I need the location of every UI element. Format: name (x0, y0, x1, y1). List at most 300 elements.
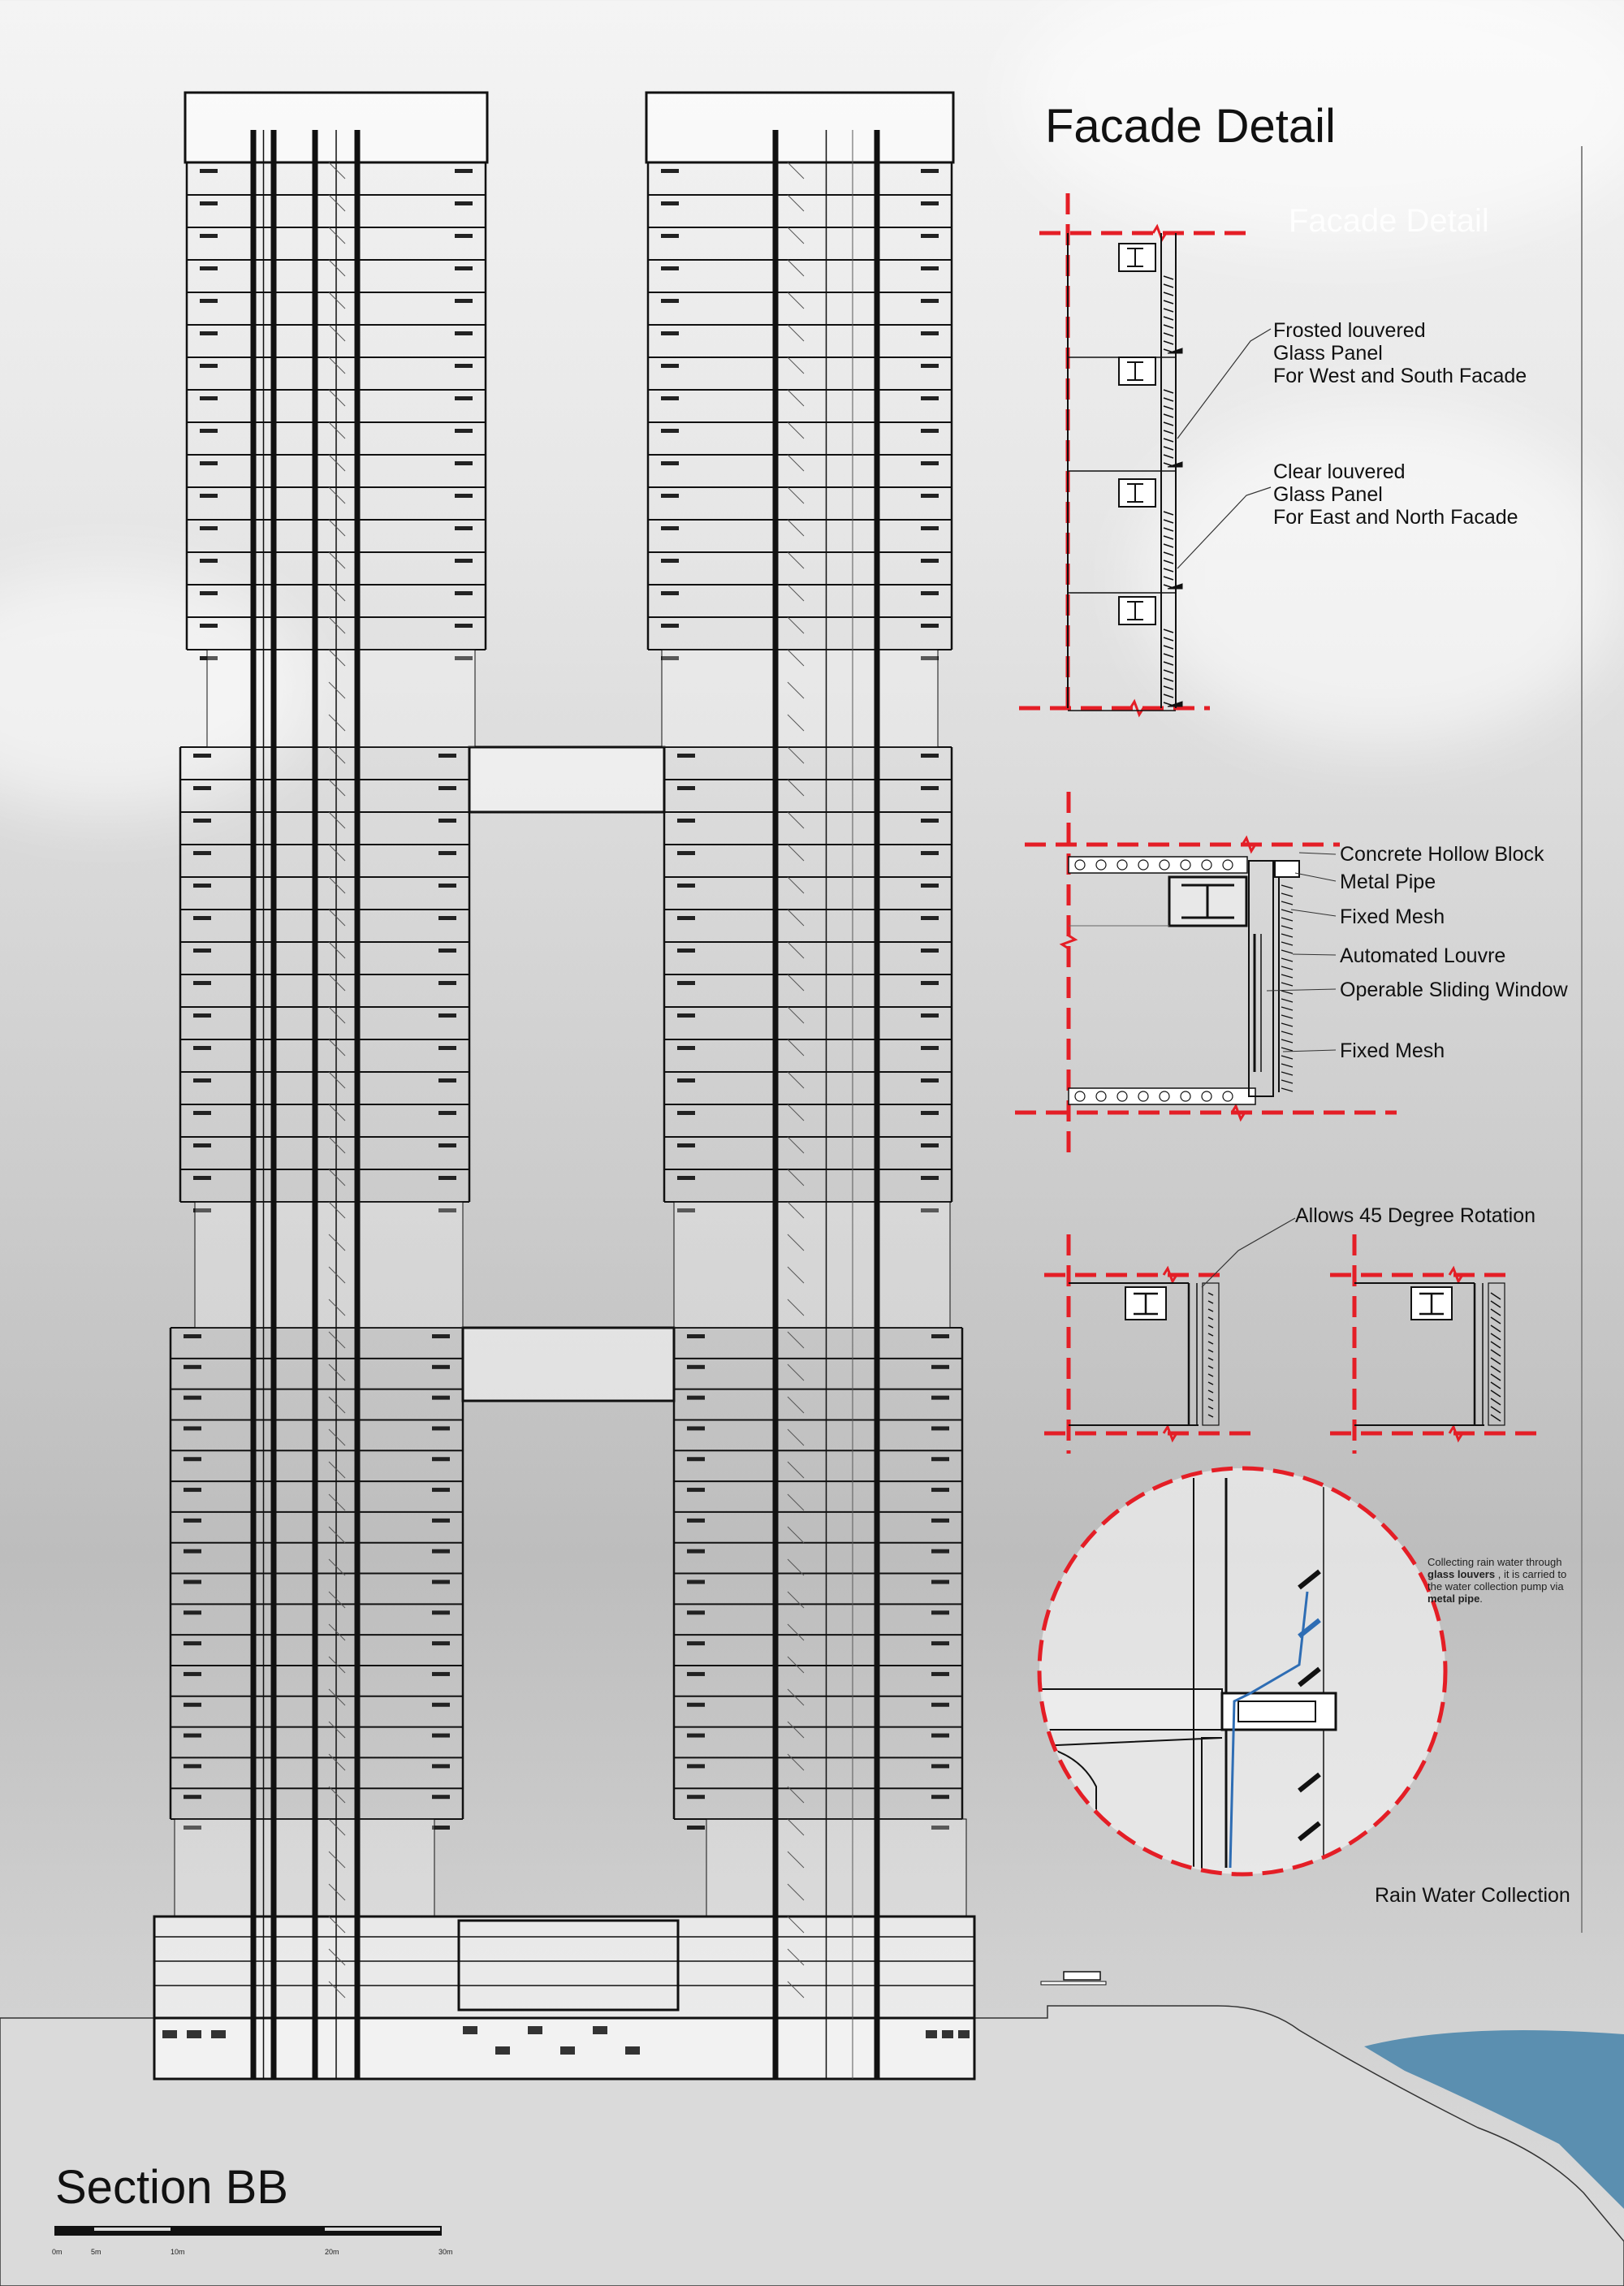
window-mark (432, 1610, 450, 1614)
window-mark (921, 396, 939, 400)
stair-mark (788, 292, 804, 309)
window-mark (200, 364, 218, 368)
window-mark (438, 1143, 456, 1147)
window-mark (687, 1396, 705, 1400)
louver-blade (1164, 406, 1173, 409)
window-mark (438, 981, 456, 985)
stair-mark (329, 942, 345, 958)
louver-blade (1491, 1374, 1501, 1381)
window-mark (455, 591, 473, 595)
window-mark (687, 1764, 705, 1768)
stair-mark (329, 1364, 345, 1381)
window-mark (432, 1764, 450, 1768)
window-mark (921, 916, 939, 920)
louver-blade (1281, 958, 1293, 962)
louver-blade (1491, 1358, 1501, 1364)
label-rotation: Allows 45 Degree Rotation (1295, 1204, 1535, 1227)
window-mark (438, 949, 456, 953)
window-mark (193, 1143, 211, 1147)
window-mark (200, 299, 218, 303)
window-mark (921, 1143, 939, 1147)
stair-mark (788, 260, 804, 276)
stair-mark (329, 487, 345, 503)
stair-mark (329, 325, 345, 341)
window-mark (455, 429, 473, 433)
window-mark (931, 1365, 949, 1369)
window-mark (687, 1580, 705, 1584)
window-mark (931, 1764, 949, 1768)
window-mark (661, 169, 679, 173)
louver-blade (1208, 1325, 1213, 1328)
car-icon (162, 2030, 177, 2038)
louver-blade (1491, 1309, 1501, 1316)
louver-blade (1164, 670, 1173, 673)
louver-blade (1281, 934, 1293, 937)
window-mark (661, 299, 679, 303)
window-mark (661, 624, 679, 628)
window-mark (184, 1703, 201, 1707)
window-mark (921, 559, 939, 563)
window-mark (677, 819, 695, 823)
window-mark (931, 1426, 949, 1430)
louver-blade (1164, 512, 1173, 515)
stair-mark (788, 357, 804, 374)
stair-mark (788, 1039, 804, 1056)
stair-mark (329, 552, 345, 568)
louver-blade (1164, 577, 1173, 580)
stair-mark (788, 390, 804, 406)
window-mark (921, 754, 939, 758)
louver-blade (1208, 1293, 1213, 1295)
window-mark (184, 1764, 201, 1768)
stair-mark (788, 1137, 804, 1153)
window-mark (438, 1078, 456, 1083)
window-mark (200, 331, 218, 335)
window-mark (438, 786, 456, 790)
stair-mark (788, 877, 804, 893)
window-mark (661, 591, 679, 595)
stair-mark (329, 162, 345, 179)
window-mark (200, 266, 218, 270)
louver-blade (1281, 1064, 1293, 1067)
louver-blade (1164, 560, 1173, 564)
window-mark (687, 1795, 705, 1799)
window-mark (677, 981, 695, 985)
window-mark (921, 1046, 939, 1050)
louver-blade (1164, 414, 1173, 417)
window-mark (931, 1672, 949, 1676)
stair-mark (788, 1722, 804, 1738)
window-mark (184, 1795, 201, 1799)
window-mark (661, 234, 679, 238)
car-icon (926, 2030, 937, 2038)
louver-blade (1281, 974, 1293, 978)
window-mark (455, 234, 473, 238)
window-mark (677, 949, 695, 953)
window-mark (921, 624, 939, 628)
louver-blade (1281, 1072, 1293, 1075)
window-mark (921, 1176, 939, 1180)
stair-mark (788, 845, 804, 861)
window-mark (661, 266, 679, 270)
louver-blade (1164, 520, 1173, 523)
window-mark (193, 1013, 211, 1018)
window-mark (921, 851, 939, 855)
louver-blade (1208, 1407, 1213, 1409)
window-mark (438, 1176, 456, 1180)
window-mark (921, 884, 939, 888)
window-mark (200, 591, 218, 595)
window-mark (184, 1426, 201, 1430)
window-mark (921, 429, 939, 433)
window-mark (921, 169, 939, 173)
facade-detail-title: Facade Detail (1045, 100, 1336, 153)
car-icon (593, 2026, 607, 2034)
window-mark (432, 1703, 450, 1707)
window-mark (432, 1672, 450, 1676)
window-mark (200, 201, 218, 205)
stair-mark (329, 260, 345, 276)
window-mark (193, 786, 211, 790)
louver-blade (1164, 585, 1173, 588)
hollow-block-slab (1069, 857, 1247, 873)
stair-mark (788, 552, 804, 568)
window-mark (432, 1396, 450, 1400)
stair-mark (329, 617, 345, 633)
louver-blade (1491, 1415, 1501, 1421)
clear-label-line3: For East and North Facade (1273, 506, 1518, 529)
window-mark (931, 1549, 949, 1554)
stair-mark (788, 1624, 804, 1640)
stair-mark (329, 1754, 345, 1770)
louver-blade (1281, 1015, 1293, 1018)
sky-bridge (469, 747, 664, 812)
window-mark (921, 234, 939, 238)
label-rain-water-collection: Rain Water Collection (1375, 1884, 1570, 1907)
window-mark (184, 1580, 201, 1584)
window-mark (921, 331, 939, 335)
label-automated-louvre: Automated Louvre (1340, 944, 1506, 967)
window-mark (184, 1396, 201, 1400)
stair-mark (788, 1527, 804, 1543)
window-mark (687, 1549, 705, 1554)
label-fixed-mesh-2: Fixed Mesh (1340, 1039, 1445, 1062)
window-mark (432, 1334, 450, 1338)
window-mark (931, 1396, 949, 1400)
stair-mark (788, 1072, 804, 1088)
window-mark (931, 1795, 949, 1799)
louver-blade (1208, 1309, 1213, 1312)
stair-mark (329, 1104, 345, 1121)
window-mark (184, 1549, 201, 1554)
stair-mark (788, 1494, 804, 1510)
louver-blade (1164, 568, 1173, 572)
stair-mark (329, 1397, 345, 1413)
stair-mark (329, 747, 345, 763)
louver-blade (1281, 926, 1293, 929)
stair-mark (788, 422, 804, 439)
window-mark (193, 1046, 211, 1050)
louver-blade (1491, 1382, 1501, 1389)
window-mark (455, 461, 473, 465)
window-mark (432, 1488, 450, 1492)
stair-mark (329, 812, 345, 828)
window-mark (931, 1610, 949, 1614)
window-mark (921, 1111, 939, 1115)
window-mark (921, 266, 939, 270)
car-icon (187, 2030, 201, 2038)
window-mark (184, 1519, 201, 1523)
window-mark (455, 526, 473, 530)
window-mark (687, 1672, 705, 1676)
window-mark (438, 1046, 456, 1050)
window-mark (438, 884, 456, 888)
stair-mark (788, 747, 804, 763)
louver-blade (1164, 439, 1173, 442)
window-mark (432, 1365, 450, 1369)
window-mark (200, 559, 218, 563)
window-mark (193, 819, 211, 823)
stair-mark (329, 1689, 345, 1705)
louver-blade (1281, 1039, 1293, 1043)
window-mark (184, 1488, 201, 1492)
garden-level (674, 1202, 950, 1328)
window-mark (687, 1641, 705, 1645)
stair-mark (329, 974, 345, 991)
louver-blade (1281, 885, 1293, 888)
window-mark (184, 1457, 201, 1461)
window-mark (931, 1488, 949, 1492)
stair-mark (788, 227, 804, 244)
window-mark (432, 1734, 450, 1738)
garden-level (207, 650, 475, 747)
window-mark (432, 1580, 450, 1584)
metal-pipe (1275, 861, 1299, 877)
window-mark (661, 559, 679, 563)
stair-mark (329, 1592, 345, 1608)
stair-mark (329, 520, 345, 536)
window-mark (931, 1734, 949, 1738)
louver-blade (1491, 1301, 1501, 1307)
stair-mark (329, 1624, 345, 1640)
window-mark (677, 1176, 695, 1180)
window-mark (677, 1013, 695, 1018)
stair-mark (788, 325, 804, 341)
window-mark (193, 1176, 211, 1180)
stair-mark (788, 585, 804, 601)
stair-mark (329, 1072, 345, 1088)
louver-blade (1164, 654, 1173, 657)
garden-level (706, 1819, 966, 1917)
louver-blade (1164, 349, 1173, 352)
stair-mark (788, 1462, 804, 1478)
stair-mark (788, 1429, 804, 1445)
louver-blade (1208, 1342, 1213, 1344)
louver-blade (1491, 1293, 1501, 1299)
window-mark (931, 1703, 949, 1707)
stair-mark (329, 1039, 345, 1056)
stair-mark (788, 1754, 804, 1770)
window-mark (432, 1641, 450, 1645)
window-mark (200, 494, 218, 498)
clear-label-line1: Clear louvered (1273, 460, 1406, 483)
window-mark (921, 201, 939, 205)
stair-mark (788, 910, 804, 926)
window-mark (687, 1826, 705, 1830)
stair-mark (329, 1007, 345, 1023)
window-mark (677, 1078, 695, 1083)
leader-line (1293, 954, 1336, 955)
louver-frame (1203, 1283, 1219, 1425)
window-mark (184, 1610, 201, 1614)
louver-blade (1164, 276, 1173, 279)
window-mark (193, 1111, 211, 1115)
louver-blade (1281, 901, 1293, 905)
leader-line (1295, 873, 1336, 881)
window-mark (677, 1046, 695, 1050)
frosted-label-line2: Glass Panel (1273, 342, 1383, 365)
louver-blade (1164, 544, 1173, 547)
window-mark (661, 429, 679, 433)
window-mark (438, 819, 456, 823)
louver-blade (1164, 637, 1173, 641)
leader-line (1299, 853, 1336, 854)
louver-blade (1281, 1031, 1293, 1035)
louver-blade (1208, 1415, 1213, 1417)
clear-label-line2: Glass Panel (1273, 483, 1383, 506)
leader-line (1291, 910, 1336, 916)
scale-label: 20m (325, 2248, 339, 2256)
louver-blade (1208, 1398, 1213, 1401)
louver-blade (1208, 1390, 1213, 1393)
window-mark (432, 1795, 450, 1799)
louver-blade (1281, 1088, 1293, 1091)
louver-blade (1491, 1350, 1501, 1356)
tower-section (0, 93, 1624, 2286)
window-mark (455, 624, 473, 628)
window-mark (931, 1334, 949, 1338)
window-mark (184, 1734, 201, 1738)
louver-blade (1164, 430, 1173, 434)
stair-mark (329, 1462, 345, 1478)
louver-blade (1164, 686, 1173, 689)
window-mark (921, 364, 939, 368)
scale-segment (171, 2227, 325, 2235)
window-mark (193, 916, 211, 920)
car-icon (942, 2030, 953, 2038)
car-icon (528, 2026, 542, 2034)
window-mark (661, 494, 679, 498)
window-mark (438, 851, 456, 855)
crown (646, 93, 953, 162)
scale-segment (325, 2231, 441, 2235)
louver-blade (1164, 292, 1173, 296)
stair-mark (329, 195, 345, 211)
window-mark (184, 1641, 201, 1645)
window-mark (455, 559, 473, 563)
stair-mark (788, 780, 804, 796)
stair-mark (788, 1332, 804, 1348)
window-mark (184, 1334, 201, 1338)
window-mark (687, 1519, 705, 1523)
stair-mark (788, 974, 804, 991)
louver-blade (1491, 1366, 1501, 1372)
window-mark (200, 234, 218, 238)
window-mark (687, 1334, 705, 1338)
window-mark (432, 1457, 450, 1461)
louver-blade (1208, 1317, 1213, 1320)
window-mark (687, 1610, 705, 1614)
louver-blade (1281, 942, 1293, 945)
louver-blade (1164, 528, 1173, 531)
louver-blade (1208, 1350, 1213, 1352)
louver-blade (1491, 1390, 1501, 1397)
louver-blade (1164, 317, 1173, 320)
window-mark (200, 461, 218, 465)
road (1041, 1981, 1106, 1985)
window-mark (455, 396, 473, 400)
facade-details (1015, 193, 1545, 1888)
window-mark (193, 981, 211, 985)
window-mark (661, 396, 679, 400)
louver-blade (1208, 1374, 1213, 1376)
window-mark (931, 1519, 949, 1523)
stair-mark (329, 455, 345, 471)
stair-mark (788, 520, 804, 536)
window-mark (661, 461, 679, 465)
window-mark (687, 1365, 705, 1369)
window-mark (921, 981, 939, 985)
frosted-label-line3: For West and South Facade (1273, 365, 1527, 387)
louver-blade (1281, 1080, 1293, 1083)
window-mark (455, 266, 473, 270)
louver-blade (1164, 333, 1173, 336)
window-mark (193, 884, 211, 888)
window-mark (921, 591, 939, 595)
stair-mark (788, 617, 804, 633)
scale-label: 10m (171, 2248, 185, 2256)
window-mark (200, 624, 218, 628)
louver-blade (1164, 398, 1173, 401)
section-title: Section BB (55, 2161, 288, 2214)
louver-blade (1281, 983, 1293, 986)
louver-blade (1491, 1342, 1501, 1348)
window-mark (438, 754, 456, 758)
ghost-title: Facade Detail (1289, 203, 1489, 239)
louver-blade (1281, 1023, 1293, 1026)
louver-blade (1164, 702, 1173, 706)
window-mark (921, 1013, 939, 1018)
window-mark (677, 884, 695, 888)
louver-blade (1164, 341, 1173, 344)
frosted-label-line1: Frosted louvered (1273, 319, 1426, 342)
window-mark (438, 1013, 456, 1018)
window-mark (432, 1426, 450, 1430)
window-mark (921, 299, 939, 303)
louver-blade (1491, 1333, 1501, 1340)
garden-level (662, 650, 938, 747)
car-icon (625, 2046, 640, 2055)
stair-mark (329, 1527, 345, 1543)
window-mark (677, 754, 695, 758)
louver-blade (1281, 1007, 1293, 1010)
window-mark (931, 1580, 949, 1584)
stair-mark (329, 292, 345, 309)
car-icon (560, 2046, 575, 2055)
window-mark (687, 1703, 705, 1707)
car-icon (211, 2030, 226, 2038)
louver-blade (1164, 455, 1173, 458)
